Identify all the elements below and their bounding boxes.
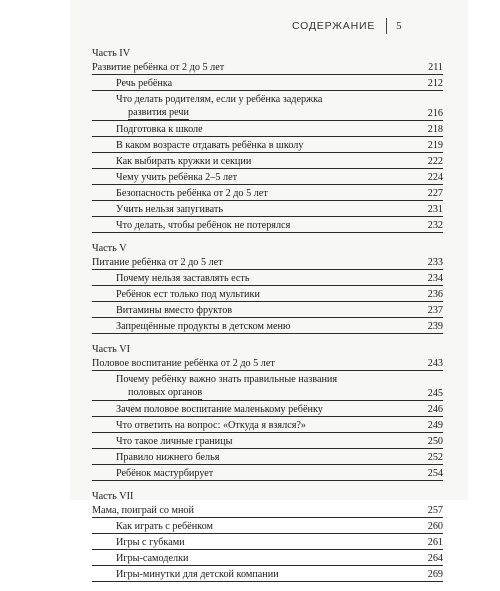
entry-title-text: Зачем половое воспитание маленькому ребёнку — [116, 404, 323, 415]
part-page-number: 257 — [427, 505, 443, 516]
entry-title-text: Игры с губками — [116, 537, 185, 548]
entry-page-number: 261 — [427, 537, 443, 548]
toc-entry[interactable] — [92, 467, 443, 481]
entry-page-number: 216 — [427, 108, 443, 119]
toc-entry[interactable] — [92, 320, 443, 334]
toc-entry[interactable] — [92, 304, 443, 318]
entry-title-text: Как выбирать кружки и секции — [116, 156, 252, 167]
part-title-row[interactable] — [92, 504, 443, 518]
entry-page-number: 212 — [427, 78, 443, 89]
entry-title-text: Подготовка к школе — [116, 124, 203, 135]
entry-title-line2: половых органов — [128, 387, 203, 398]
entry-title — [116, 373, 421, 400]
entry-title — [116, 451, 421, 464]
entry-title — [116, 467, 421, 480]
part-label: Часть V — [92, 243, 127, 254]
entry-title — [116, 77, 421, 90]
toc-entry[interactable] — [92, 187, 443, 201]
entry-title — [116, 187, 421, 200]
entry-page-number: 218 — [427, 124, 443, 135]
entry-title — [116, 552, 421, 565]
part-title: Развитие ребёнка от 2 до 5 лет — [92, 62, 225, 73]
entry-title-text: Витамины вместо фруктов — [116, 305, 233, 316]
entry-page-number: 254 — [427, 468, 443, 479]
part-title-row[interactable] — [92, 61, 443, 75]
entry-title — [116, 520, 421, 533]
entry-title — [116, 123, 421, 136]
entry-title-text: Запрещённые продукты в детском меню — [116, 321, 291, 332]
part-title: Мама, поиграй со мной — [92, 505, 194, 516]
toc-entry[interactable] — [92, 520, 443, 534]
entry-title-text: Что делать, чтобы ребёнок не потерялся — [116, 220, 291, 231]
part-label: Часть VI — [92, 344, 131, 355]
entry-page-number: 249 — [427, 420, 443, 431]
entry-title-text: Почему нельзя заставлять есть — [116, 273, 250, 284]
header-page-number: 5 — [396, 20, 402, 32]
entry-page-number: 232 — [427, 220, 443, 231]
entry-title-line1: Что делать родителям, если у ребёнка задержка — [116, 94, 323, 105]
entry-title — [116, 568, 421, 581]
entry-title-text: Что ответить на вопрос: «Откуда я взялся?» — [116, 420, 307, 431]
entry-page-number: 222 — [427, 156, 443, 167]
toc-entry[interactable] — [92, 435, 443, 449]
entry-title-text: Ребёнок ест только под мультики — [116, 289, 260, 300]
entry-title — [116, 536, 421, 549]
entry-page-number: 269 — [427, 569, 443, 580]
entry-page-number: 234 — [427, 273, 443, 284]
entry-title — [116, 155, 421, 168]
entry-page-number: 245 — [427, 388, 443, 399]
table-of-contents — [92, 47, 443, 591]
part-title: Половое воспитание ребёнка от 2 до 5 лет — [92, 358, 275, 369]
entry-title — [116, 320, 421, 333]
entry-title-text: Учить нельзя запугивать — [116, 204, 224, 215]
toc-entry[interactable] — [92, 93, 443, 121]
entry-title-text: Игры-самоделки — [116, 553, 189, 564]
entry-title-text: Ребёнок мастурбирует — [116, 468, 214, 479]
entry-page-number: 246 — [427, 404, 443, 415]
toc-entry[interactable] — [92, 373, 443, 401]
header-divider — [386, 18, 387, 34]
part-label: Часть VII — [92, 491, 134, 502]
toc-entry[interactable] — [92, 568, 443, 582]
entry-page-number: 260 — [427, 521, 443, 532]
entry-page-number: 231 — [427, 204, 443, 215]
toc-entry[interactable] — [92, 155, 443, 169]
header-title: СОДЕРЖАНИЕ — [292, 20, 376, 32]
toc-part — [92, 343, 443, 481]
toc-entry[interactable] — [92, 272, 443, 286]
toc-entry[interactable] — [92, 219, 443, 233]
entry-title-text: Что такое личные границы — [116, 436, 233, 447]
entry-title-text: Игры-минутки для детской компании — [116, 569, 279, 580]
toc-entry[interactable] — [92, 451, 443, 465]
toc-entry[interactable] — [92, 203, 443, 217]
entry-page-number: 227 — [427, 188, 443, 199]
entry-page-number: 219 — [427, 140, 443, 151]
entry-title — [116, 304, 421, 317]
entry-title-text: Чему учить ребёнка 2–5 лет — [116, 172, 238, 183]
entry-title — [116, 139, 421, 152]
toc-entry[interactable] — [92, 419, 443, 433]
entry-title — [116, 171, 421, 184]
toc-entry[interactable] — [92, 288, 443, 302]
part-page-number: 243 — [427, 358, 443, 369]
part-page-number: 211 — [428, 62, 443, 73]
entry-title-text: Речь ребёнка — [116, 78, 173, 89]
entry-page-number: 237 — [427, 305, 443, 316]
toc-part — [92, 490, 443, 582]
toc-part — [92, 47, 443, 233]
toc-entry[interactable] — [92, 77, 443, 91]
entry-page-number: 250 — [427, 436, 443, 447]
entry-title — [116, 435, 421, 448]
toc-entry[interactable] — [92, 536, 443, 550]
entry-page-number: 239 — [427, 321, 443, 332]
entry-title-text: В каком возрасте отдавать ребёнка в школу — [116, 140, 304, 151]
part-title: Питание ребёнка от 2 до 5 лет — [92, 257, 223, 268]
part-page-number: 233 — [427, 257, 443, 268]
part-title-row[interactable] — [92, 357, 443, 371]
entry-title — [116, 272, 421, 285]
part-label: Часть IV — [92, 48, 131, 59]
entry-title — [116, 419, 421, 432]
toc-entry[interactable] — [92, 552, 443, 566]
toc-entry[interactable] — [92, 123, 443, 137]
entry-title — [116, 93, 421, 120]
entry-title-text: Как играть с ребёнком — [116, 521, 213, 532]
entry-title-line2: развития речи — [128, 107, 189, 118]
entry-title — [116, 288, 421, 301]
entry-page-number: 224 — [427, 172, 443, 183]
entry-title-line1: Почему ребёнку важно знать правильные названия — [116, 374, 338, 385]
entry-title — [116, 403, 421, 416]
toc-entry[interactable] — [92, 139, 443, 153]
entry-page-number: 264 — [427, 553, 443, 564]
toc-part — [92, 242, 443, 334]
toc-entry[interactable] — [92, 171, 443, 185]
entry-page-number: 236 — [427, 289, 443, 300]
toc-entry[interactable] — [92, 403, 443, 417]
entry-page-number: 252 — [427, 452, 443, 463]
part-title-row[interactable] — [92, 256, 443, 270]
entry-title — [116, 203, 421, 216]
entry-title-text: Правило нижнего белья — [116, 452, 220, 463]
entry-title — [116, 219, 421, 232]
running-header — [292, 18, 402, 34]
entry-title-text: Безопасность ребёнка от 2 до 5 лет — [116, 188, 268, 199]
